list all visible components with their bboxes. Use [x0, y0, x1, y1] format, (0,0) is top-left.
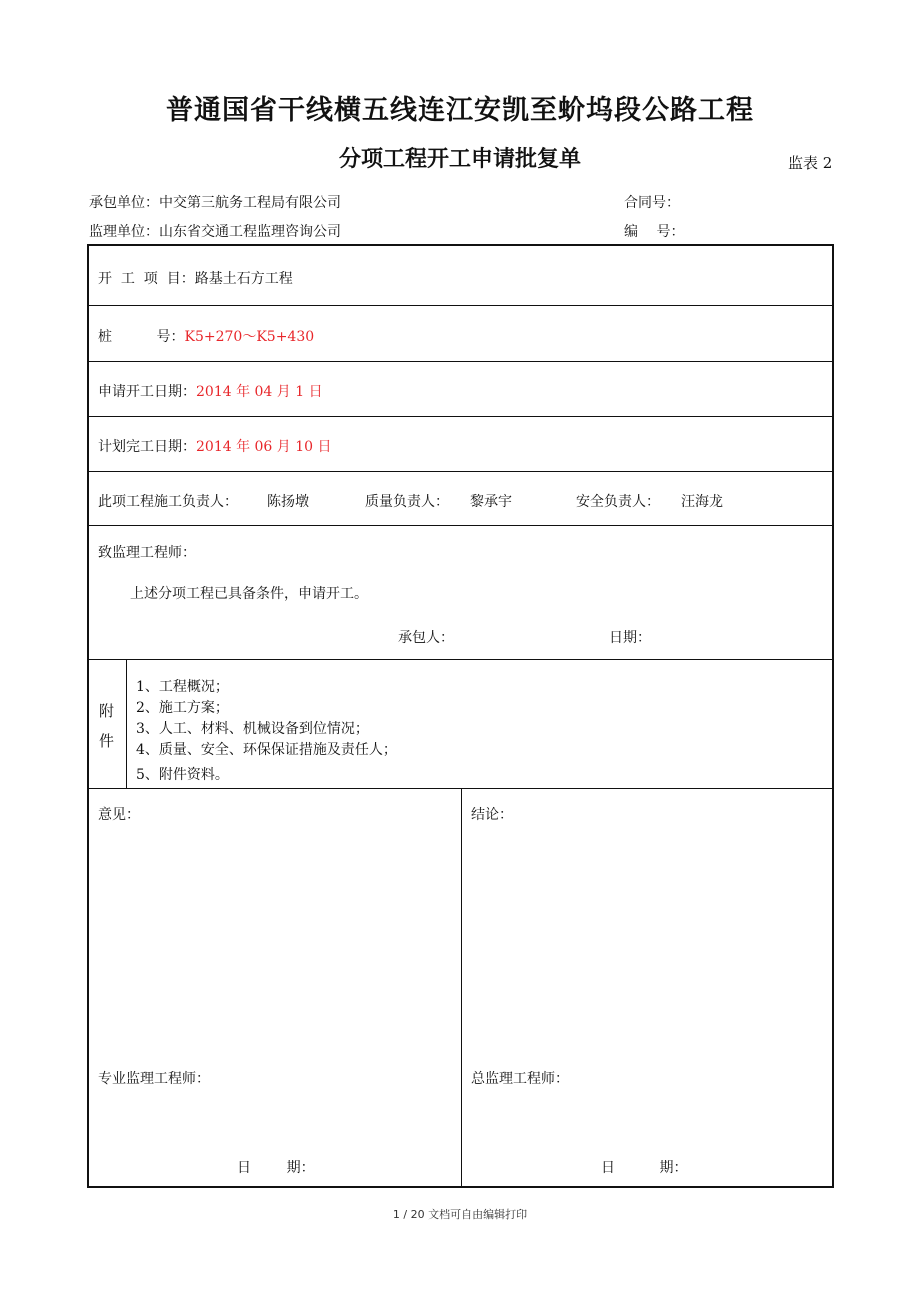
attachment-item: 5、附件资料。: [136, 767, 229, 783]
project-label: 开 工 项 目：: [98, 271, 195, 287]
station-row: [89, 306, 832, 362]
supervisor-line: [89, 221, 341, 241]
start-date-row: [89, 362, 832, 417]
chief-engineer-date-label: 日 期：: [601, 1160, 688, 1176]
attachments-list: [136, 677, 397, 786]
application-row: [89, 526, 832, 660]
construction-lead-label: 此项工程施工负责人：: [98, 494, 238, 510]
contractor-line: [89, 192, 341, 212]
to-engineer-text: 致监理工程师：: [98, 545, 196, 561]
review-divider: [461, 789, 462, 1186]
start-date-value: 2014 年 04 月 1 日: [196, 384, 323, 400]
station-field: [98, 326, 314, 346]
responsible-row: [89, 472, 832, 526]
conclusion-label: 结论：: [471, 807, 513, 823]
contract-no-label: 合同号：: [624, 195, 680, 211]
end-date-field: [98, 436, 332, 456]
contractor-label: 承包单位：: [89, 195, 159, 211]
start-date-field: [98, 381, 323, 401]
document-title: 普通国省干线横五线连江安凯至蚧坞段公路工程: [166, 95, 754, 126]
attachment-item: 2、施工方案；: [136, 700, 229, 716]
supervisor-label: 监理单位：: [89, 224, 159, 240]
contractor-date-label: 日期：: [609, 630, 651, 646]
project-value: 路基土石方工程: [194, 271, 293, 287]
end-date-label: 计划完工日期：: [98, 439, 196, 455]
attachments-label-cell: [89, 660, 127, 789]
station-value: K5+270～K5+430: [184, 329, 315, 345]
page-footer: 1 / 20 文档可自由编辑打印: [392, 1208, 528, 1221]
station-label: 桩 号：: [98, 329, 185, 345]
safety-lead-label: 安全负责人：: [576, 494, 660, 510]
quality-lead-name: 黎承宇: [470, 494, 512, 510]
attachments-label-char-1: 附: [99, 702, 115, 720]
end-date-value: 2014 年 06 月 10 日: [196, 439, 332, 455]
attachment-item: 3、人工、材料、机械设备到位情况；: [136, 721, 369, 737]
end-date-row: [89, 417, 832, 472]
supervisor-name: 山东省交通工程监理咨询公司: [159, 224, 341, 240]
project-row: [89, 246, 832, 306]
safety-lead-name: 汪海龙: [681, 494, 723, 510]
start-date-label: 申请开工日期：: [98, 384, 196, 400]
engineer-sign-label: 专业监理工程师：: [98, 1071, 210, 1087]
quality-lead-label: 质量负责人：: [365, 494, 449, 510]
opinion-label: 意见：: [98, 807, 140, 823]
attachment-item: 1、工程概况；: [136, 679, 229, 695]
attachments-label-char-2: 件: [99, 732, 115, 750]
chief-engineer-sign-label: 总监理工程师：: [471, 1071, 569, 1087]
contractor-sign-label: 承包人：: [398, 630, 454, 646]
attachments-row: [89, 660, 832, 789]
serial-no-label: 编 号：: [624, 224, 685, 240]
request-text: 上述分项工程已具备条件，申请开工。: [130, 586, 368, 602]
document-subtitle: 分项工程开工申请批复单: [338, 147, 581, 172]
construction-lead-name: 陈扬墩: [267, 494, 309, 510]
form-code: 监表 2: [788, 154, 833, 172]
contractor-name: 中交第三航务工程局有限公司: [159, 195, 341, 211]
attachment-item: 4、质量、安全、环保保证措施及责任人；: [136, 742, 397, 758]
approval-form-table: [87, 244, 834, 1188]
engineer-date-label: 日 期：: [237, 1160, 315, 1176]
project-field: [98, 268, 293, 288]
